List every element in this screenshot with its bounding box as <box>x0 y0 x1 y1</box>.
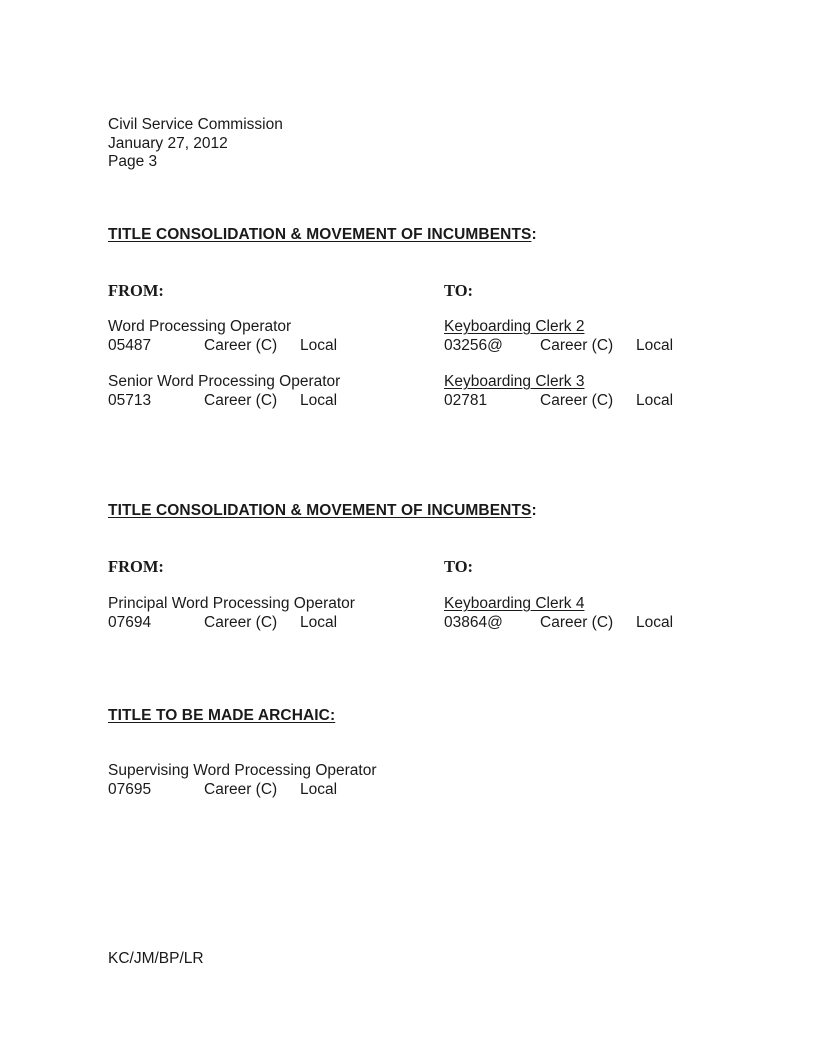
to-label: TO: <box>444 557 474 576</box>
title-details <box>444 614 744 633</box>
title-jurisdiction: Local <box>636 391 674 409</box>
title-class: Career (C) <box>540 336 614 354</box>
title-code: 05713 <box>108 391 152 409</box>
title-details <box>108 781 468 800</box>
section-heading-colon: : <box>531 502 537 519</box>
title-class: Career (C) <box>204 336 278 354</box>
title-code: 07695 <box>108 780 152 798</box>
letter-header <box>108 116 283 172</box>
title-class: Career (C) <box>540 613 614 631</box>
title-details <box>108 614 428 633</box>
title-class: Career (C) <box>204 780 278 798</box>
title-jurisdiction: Local <box>300 391 338 409</box>
from-label: FROM: <box>108 557 164 576</box>
title-details <box>108 337 428 356</box>
to-title-entry <box>444 373 744 410</box>
title-class: Career (C) <box>204 613 278 631</box>
title-code: 03256@ <box>444 336 503 354</box>
title-jurisdiction: Local <box>636 336 674 354</box>
from-title-entry <box>108 318 428 355</box>
title-code: 03864@ <box>444 613 503 631</box>
from-title: Word Processing Operator <box>108 318 292 335</box>
title-jurisdiction: Local <box>300 613 338 631</box>
section-heading-colon: : <box>531 226 537 243</box>
title-code: 05487 <box>108 336 152 354</box>
to-title: Keyboarding Clerk 3 <box>444 373 585 390</box>
to-title-entry <box>444 318 744 355</box>
page-number: Page 3 <box>108 153 158 170</box>
title-class: Career (C) <box>204 391 278 409</box>
to-title: Keyboarding Clerk 4 <box>444 595 585 612</box>
archaic-title: Supervising Word Processing Operator <box>108 762 377 779</box>
title-details <box>444 392 744 411</box>
from-title-entry <box>108 373 428 410</box>
letter-date: January 27, 2012 <box>108 134 228 152</box>
section-heading-text: TITLE CONSOLIDATION & MOVEMENT OF INCUMBENTS <box>108 226 532 243</box>
to-label: TO: <box>444 281 474 300</box>
title-jurisdiction: Local <box>636 613 674 631</box>
title-jurisdiction: Local <box>300 336 338 354</box>
section-heading-text: TITLE CONSOLIDATION & MOVEMENT OF INCUMBENTS <box>108 502 532 519</box>
to-title: Keyboarding Clerk 2 <box>444 318 585 335</box>
agency-name: Civil Service Commission <box>108 116 283 133</box>
title-code: 02781 <box>444 391 488 409</box>
from-label: FROM: <box>108 281 164 300</box>
from-title: Principal Word Processing Operator <box>108 595 355 612</box>
archaic-heading: TITLE TO BE MADE ARCHAIC: <box>108 707 336 724</box>
to-title-entry <box>444 595 744 632</box>
title-jurisdiction: Local <box>300 780 338 798</box>
from-title: Senior Word Processing Operator <box>108 373 341 390</box>
title-details <box>444 337 744 356</box>
title-details <box>108 392 428 411</box>
section-heading <box>108 226 537 244</box>
from-title-entry <box>108 595 428 632</box>
archaic-title-entry <box>108 762 468 799</box>
author-initials: KC/JM/BP/LR <box>108 950 204 967</box>
section-heading <box>108 502 537 520</box>
title-class: Career (C) <box>540 391 614 409</box>
title-code: 07694 <box>108 613 152 631</box>
